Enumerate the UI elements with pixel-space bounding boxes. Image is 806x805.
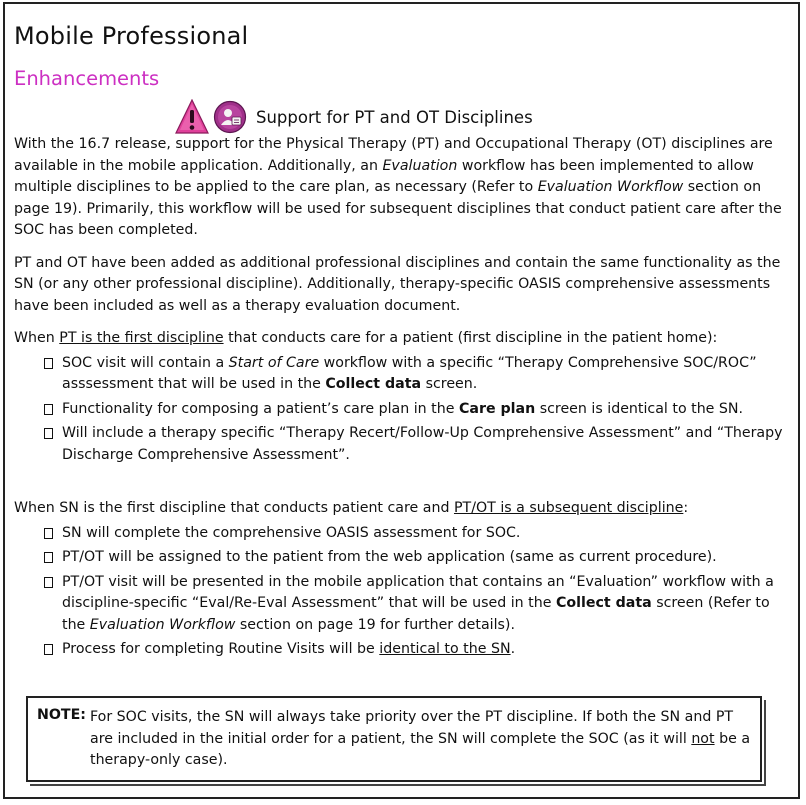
text-run: that conducts care for a patient (first discipline in the patient home):	[223, 330, 718, 346]
sn-first-list	[14, 523, 792, 661]
page-title: Mobile Professional	[14, 22, 249, 50]
text-run: With the 16.7 release, support for the Physical Therapy (PT) and Occupational Therapy (OT) disciplines are available in the mobile application. Additionally, an	[14, 136, 773, 174]
care-plan-term: Care plan	[458, 400, 536, 417]
checkbox-bullet-icon	[44, 644, 53, 655]
text-run: .	[510, 641, 516, 657]
checkbox-bullet-icon	[44, 552, 53, 563]
note-text	[90, 707, 758, 772]
text-run: be a therapy-only case).	[90, 730, 751, 768]
subsequent-discipline-term: PT/OT is a subsequent discipline	[453, 500, 684, 516]
list-item	[44, 572, 792, 637]
checkbox-bullet-icon	[44, 528, 53, 539]
text-run: Functionality for composing a patient’s care plan in the	[62, 400, 459, 417]
text-run: When	[14, 330, 60, 346]
text-run: screen is identical to the SN.	[535, 400, 744, 417]
text-run: Process for completing Routine Visits will be	[62, 641, 380, 657]
checkbox-bullet-icon	[44, 577, 53, 588]
identical-term: identical to the SN	[379, 641, 511, 657]
evaluation-workflow-reference: Evaluation Workflow	[537, 179, 684, 195]
text-run: PT/OT will be assigned to the patient from the web application (same as current procedure).	[62, 549, 717, 565]
text-run: section on page 19 for further details).	[235, 616, 515, 633]
clinician-role-icon	[213, 100, 247, 134]
list-item	[44, 523, 792, 545]
feature-title: Support for PT and OT Disciplines	[256, 107, 533, 127]
feature-heading	[175, 98, 533, 136]
list-item	[44, 639, 792, 661]
text-run: screen (Refer to the	[62, 595, 770, 633]
document-body	[14, 134, 792, 661]
text-run: :	[683, 500, 689, 516]
pt-first-paragraph	[14, 328, 792, 350]
note-label: NOTE:	[37, 707, 86, 723]
pt-first-term: PT is the first discipline	[59, 330, 224, 346]
section-title: Enhancements	[14, 67, 160, 90]
evaluation-workflow-reference: Evaluation Workflow	[89, 616, 236, 633]
disciplines-paragraph: PT and OT have been added as additional professional disciplines and contain the same functionality as the SN (or any other professional discipline). Additionally, therapy-specific OASIS comprehensive assessments have been included as well as a therapy evaluation document.	[14, 254, 781, 314]
text-run: workflow with a specific “Therapy Comprehensive SOC/ROC” asssessment that will be used in the	[62, 354, 757, 392]
warning-triangle-icon	[175, 99, 209, 135]
collect-data-term: Collect data	[555, 595, 652, 611]
list-item	[44, 353, 792, 396]
note-box	[26, 696, 762, 782]
not-term: not	[691, 730, 715, 747]
start-of-care-term: Start of Care	[228, 354, 320, 371]
intro-paragraph	[14, 134, 792, 242]
checkbox-bullet-icon	[44, 428, 53, 439]
checkbox-bullet-icon	[44, 358, 53, 369]
text-run: SOC visit will contain a	[62, 354, 229, 371]
pt-first-list	[14, 353, 792, 467]
sn-first-paragraph	[14, 498, 792, 520]
list-item	[44, 423, 792, 466]
text-run: section on page 19). Primarily, this workflow will be used for subsequent disciplines that conduct patient care after the SOC has been completed.	[14, 179, 782, 238]
checkbox-bullet-icon	[44, 404, 53, 415]
list-item	[44, 399, 792, 421]
text-run: When SN is the first discipline that conducts patient care and	[14, 500, 454, 516]
text-run: Will include a therapy specific “Therapy Recert/Follow-Up Comprehensive Assessment” and “Therapy Discharge Comprehensive Assessment”.	[62, 425, 783, 463]
evaluation-term: Evaluation	[382, 157, 458, 174]
text-run: screen.	[421, 376, 478, 392]
text-run: SN will complete the comprehensive OASIS assessment for SOC.	[62, 524, 521, 541]
text-run: workflow has been implemented to allow multiple disciplines to be applied to the care plan, as necessary (Refer to	[14, 157, 754, 195]
text-run: PT/OT visit will be presented in the mobile application that contains an “Evaluation” workflow with a discipline-specific “Eval/Re-Eval Assessment” that will be used in the	[62, 573, 774, 611]
text-run: For SOC visits, the SN will always take priority over the PT discipline. If both the SN and PT are included in the initial order for a patient, the SN will complete the SOC (as it will	[90, 709, 734, 747]
list-item	[44, 547, 792, 569]
collect-data-term: Collect data	[325, 376, 422, 392]
